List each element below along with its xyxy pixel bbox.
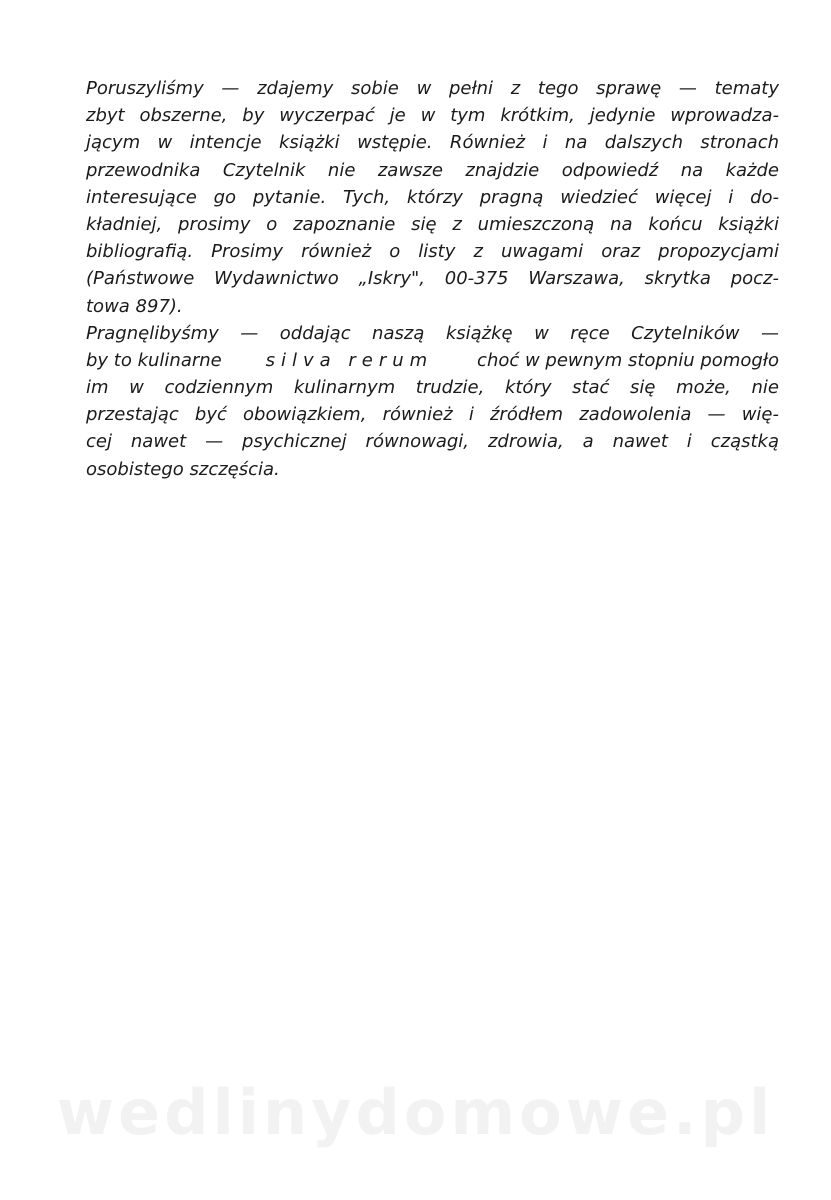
body-text — [86, 75, 779, 483]
text-line: zbyt obszerne, by wyczerpać je w tym krótkim, jedynie wprowadza- — [86, 105, 779, 127]
text-line: Poruszyliśmy — zdajemy sobie w pełni z tego sprawę — tematy — [86, 78, 779, 99]
text-line: przewodnika Czytelnik nie zawsze znajdzie odpowiedź na każde — [86, 159, 779, 181]
text-line: im w codziennym kulinarnym trudzie, który stać się może, nie — [86, 377, 779, 399]
watermark: wedlinydomowe.pl — [56, 1076, 775, 1149]
text-line: towa 897). — [86, 295, 183, 317]
text-line: przestając być obowiązkiem, również i źródłem zadowolenia — wię- — [86, 404, 779, 426]
text-segment: choć w pewnym stopniu pomogło — [471, 349, 779, 371]
text-line: cej nawet — psychicznej równowagi, zdrowia, a nawet i cząstką — [86, 431, 779, 453]
paragraph-2 — [86, 320, 779, 483]
text-line: jącym w intencje książki wstępie. Również i na dalszych stronach — [86, 132, 779, 154]
text-segment: by to kulinarne — [86, 349, 228, 371]
text-line: kładniej, prosimy o zapoznanie się z umieszczoną na końcu książki — [86, 213, 779, 235]
text-line: bibliografią. Prosimy również o listy z uwagami oraz propozycjami — [86, 241, 779, 263]
paragraph-1 — [86, 75, 779, 320]
text-line: osobistego szczęścia. — [86, 458, 280, 480]
text-line: interesujące go pytanie. Tych, którzy pragną wiedzieć więcej i do- — [86, 186, 779, 208]
text-line: (Państwowe Wydawnictwo „Iskry", 00-375 Warszawa, skrytka pocz- — [86, 268, 779, 290]
text-line: Pragnęlibyśmy — oddając naszą książkę w ręce Czytelników — — [86, 322, 779, 344]
text-line-with-spaced-phrase — [86, 347, 779, 374]
spaced-phrase: silva rerum — [265, 349, 434, 371]
